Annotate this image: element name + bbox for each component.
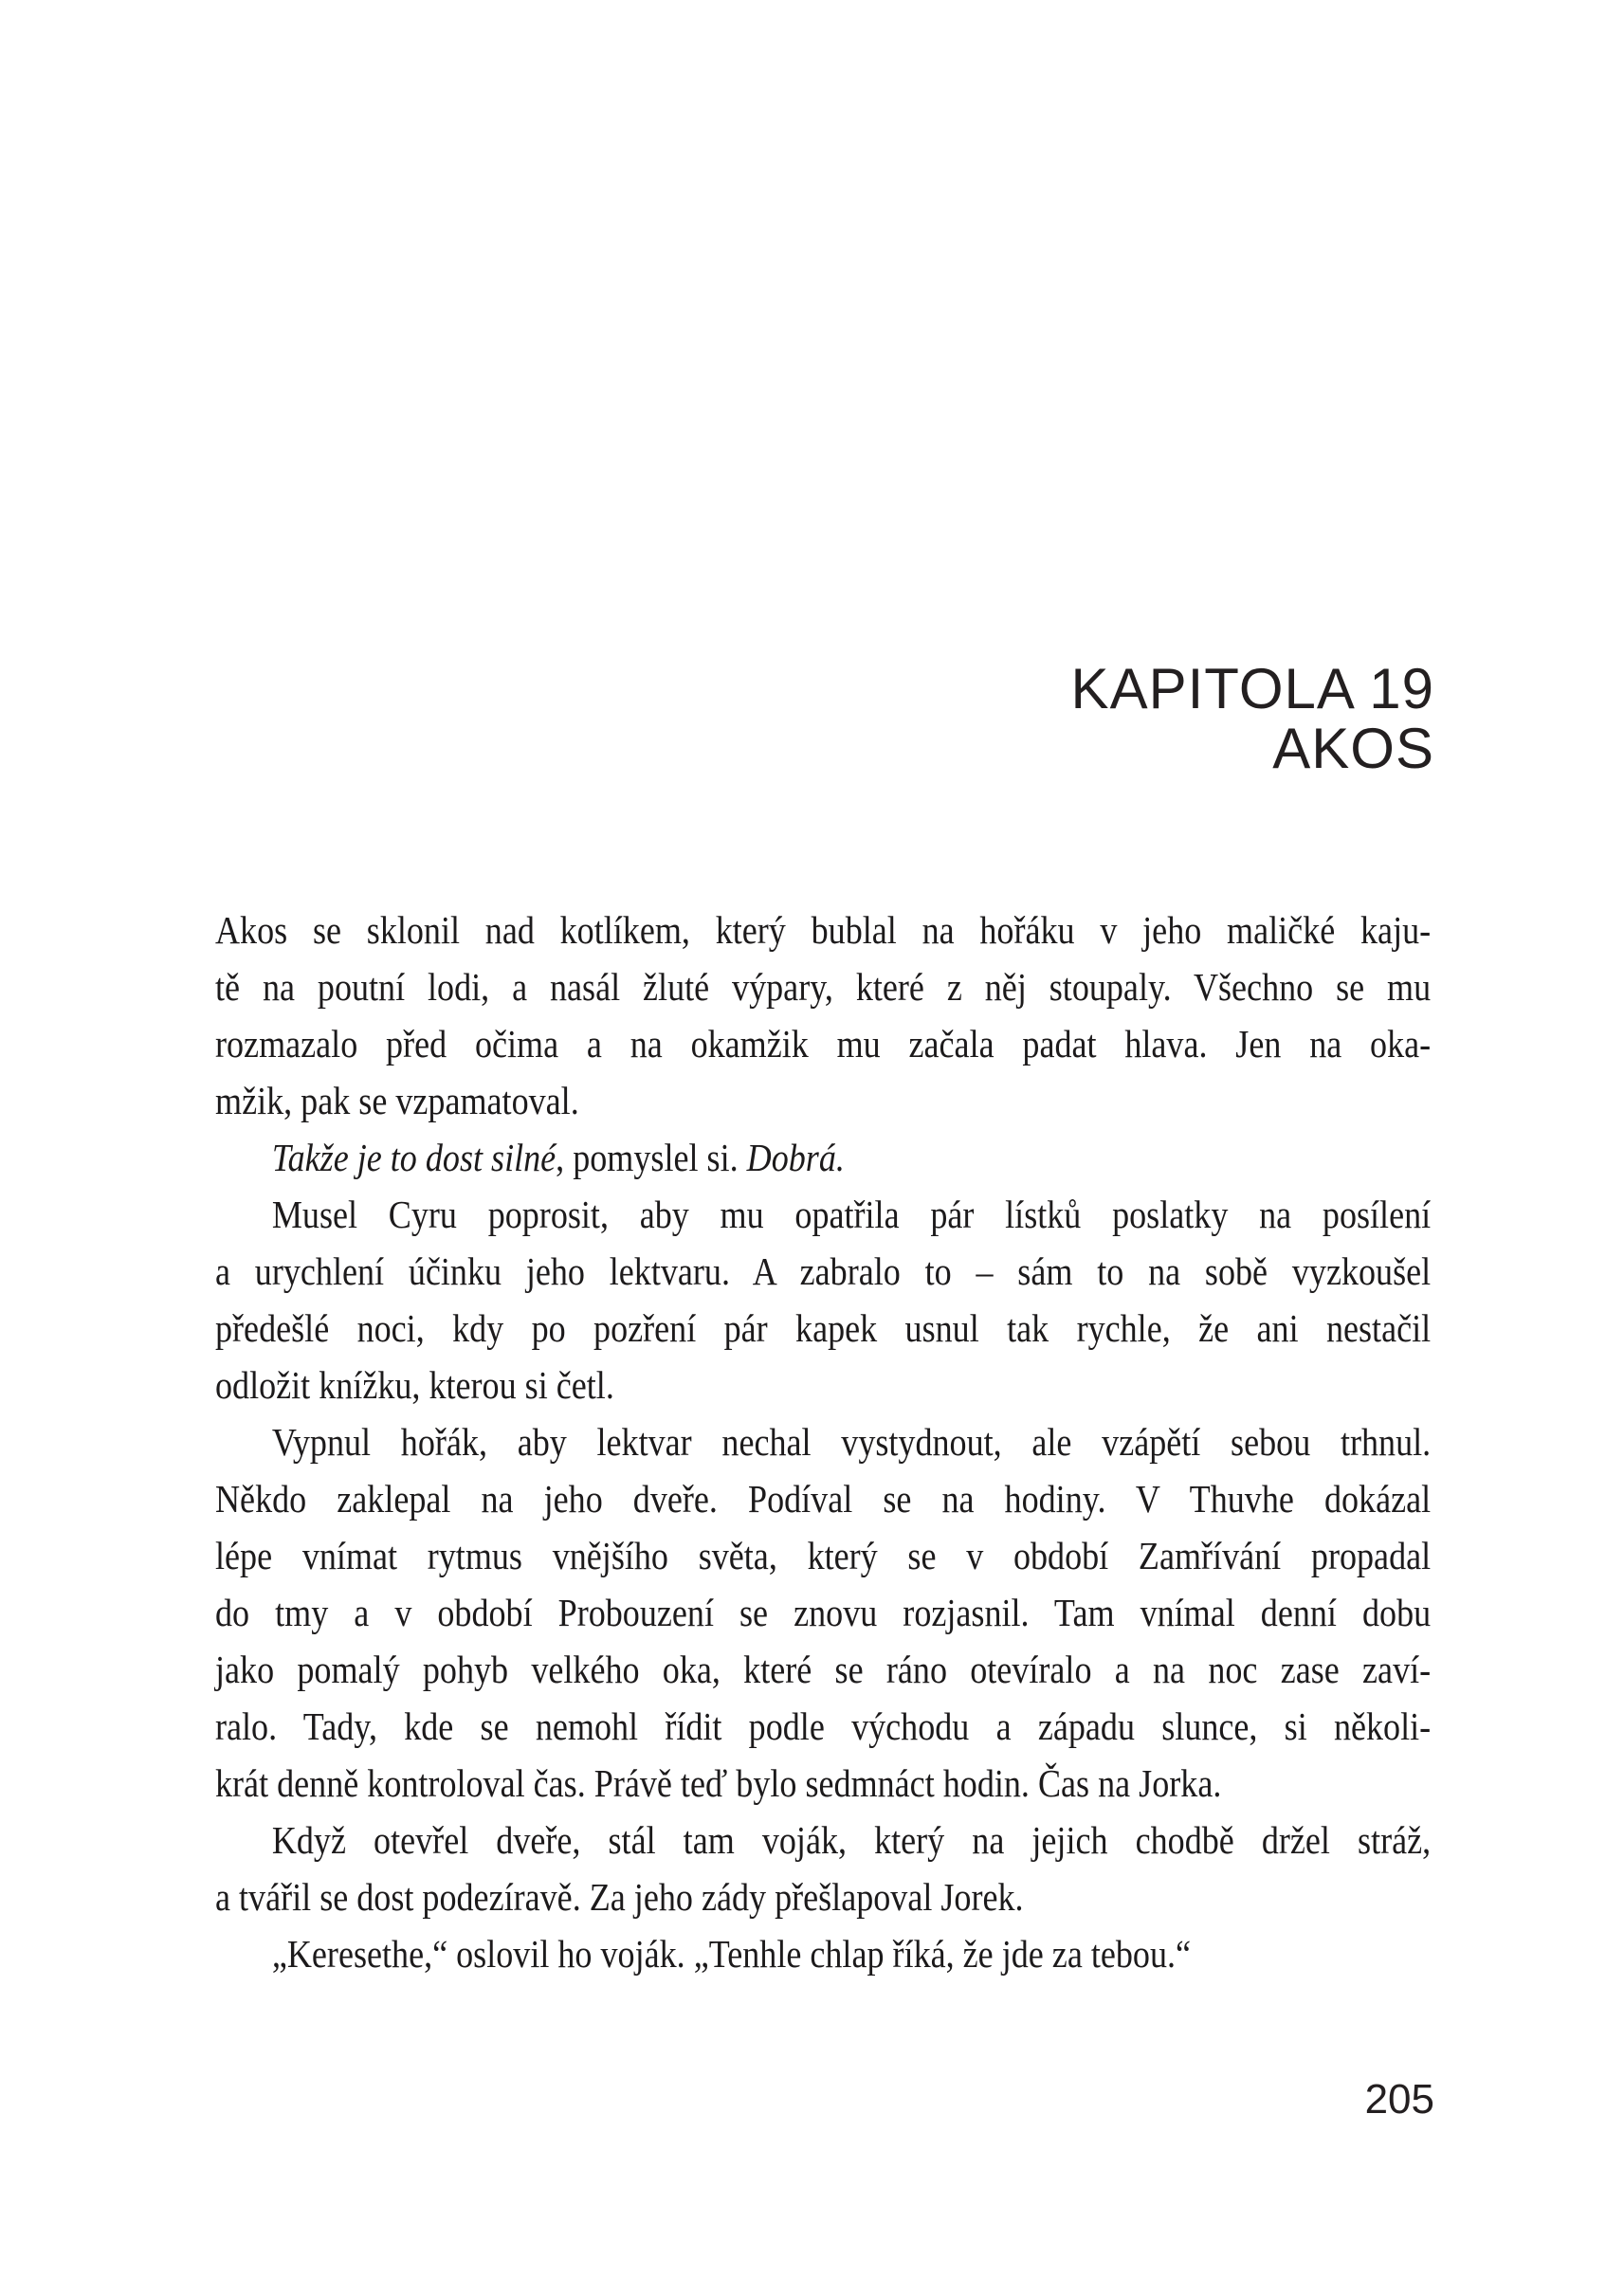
paragraph-line: jako pomalý pohyb velkého oka, které se ráno otevíralo a na noc zase zaví- <box>215 1648 1432 1691</box>
paragraph-line: tě na poutní lodi, a nasál žluté výpary, které z něj stoupaly. Všechno se mu <box>215 965 1432 1009</box>
paragraph-line: Někdo zaklepal na jeho dveře. Podíval se na hodiny. V Thuvhe dokázal <box>215 1477 1432 1521</box>
chapter-heading <box>1071 659 1434 778</box>
paragraph-line: ralo. Tady, kde se nemohl řídit podle východu a západu slunce, si několi- <box>215 1704 1432 1748</box>
paragraph-line <box>215 1129 1431 1186</box>
paragraph-line: lépe vnímat rytmus vnějšího světa, který se v období Zamřívání propadal <box>215 1534 1432 1577</box>
paragraph-line: Musel Cyru poprosit, aby mu opatřila pár lístků poslatky na posílení <box>271 1193 1432 1236</box>
paragraph-line: Když otevřel dveře, stál tam voják, který na jejich chodbě držel stráž, <box>271 1818 1432 1862</box>
chapter-number: KAPITOLA 19 <box>1070 657 1434 720</box>
paragraph-line: odložit knížku, kterou si četl. <box>215 1363 614 1407</box>
paragraph-line: „Keresethe,“ oslovil ho voják. „Tenhle chlap říká, že jde za tebou.“ <box>271 1932 1192 1976</box>
paragraph-line: Vypnul hořák, aby lektvar nechal vystydnout, ale vzápětí sebou trhnul. <box>271 1420 1432 1464</box>
italic-text-segment: Dobrá. <box>746 1136 845 1179</box>
text-segment: , pomyslel si. <box>556 1136 747 1179</box>
paragraph-line: předešlé noci, kdy po pozření pár kapek usnul tak rychle, že ani nestačil <box>215 1306 1432 1350</box>
paragraph-line: krát denně kontroloval čas. Právě teď bylo sedmnáct hodin. Čas na Jorka. <box>215 1761 1222 1805</box>
paragraph-line: do tmy a v období Probouzení se znovu rozjasnil. Tam vnímal denní dobu <box>215 1591 1432 1634</box>
paragraph-line: a tvářil se dost podezíravě. Za jeho zády přešlapoval Jorek. <box>215 1875 1024 1919</box>
paragraph-line: Akos se sklonil nad kotlíkem, který bublal na hořáku v jeho maličké kaju- <box>215 908 1432 952</box>
body-text <box>215 902 1431 1982</box>
paragraph-line: rozmazalo před očima a na okamžik mu začala padat hlava. Jen na oka- <box>215 1022 1432 1066</box>
italic-text-segment: Takže je to dost silné <box>271 1136 557 1179</box>
page-number: 205 <box>1364 2076 1434 2123</box>
chapter-title: AKOS <box>1272 717 1434 780</box>
paragraph-line: a urychlení účinku jeho lektvaru. A zabralo to – sám to na sobě vyzkoušel <box>215 1249 1432 1293</box>
paragraph-line: mžik, pak se vzpamatoval. <box>215 1079 579 1122</box>
